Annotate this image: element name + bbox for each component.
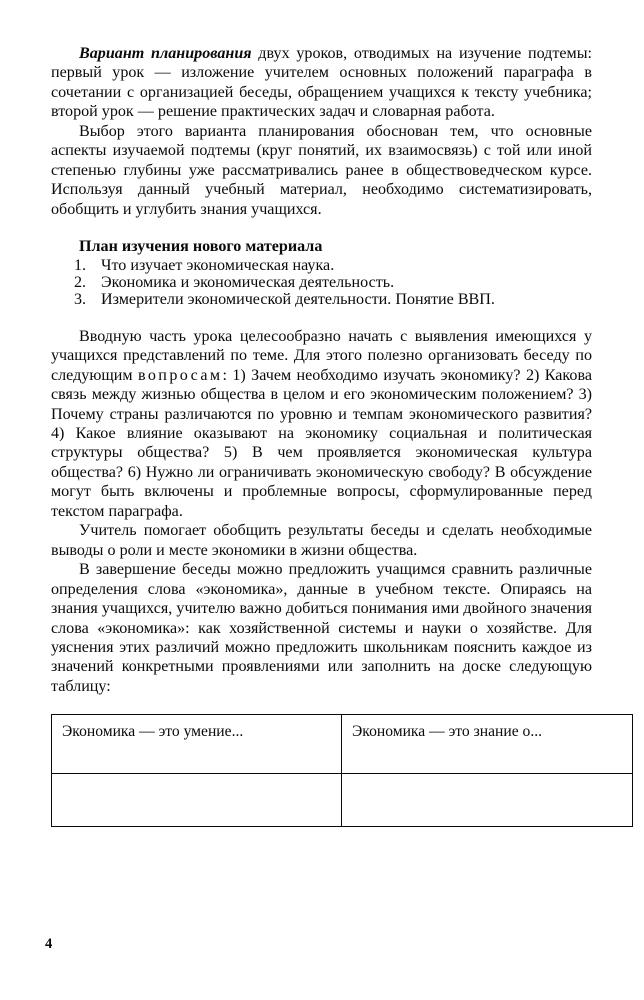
list-item-number: 3. bbox=[74, 291, 87, 309]
table-cell-knowledge-heading bbox=[342, 715, 633, 774]
spaced-emphasis-questions: вопросам bbox=[137, 366, 223, 384]
board-table bbox=[51, 714, 633, 827]
page-content bbox=[51, 44, 592, 827]
page-number: 4 bbox=[45, 936, 53, 952]
list-item-label: Измерители экономической деятельности. Понятие ВВП. bbox=[101, 291, 495, 309]
section-heading-plan: План изучения нового материала bbox=[79, 238, 323, 256]
paragraph-intro-questions-part2: : 1) Зачем необходимо изучать экономику? 2) Какова связь между жизнью общества в целом и его экономическим положением? 3) Почему страны различаются по уровню и темпам экономического развития? 4) Какое влияние оказывают на экономику социальная и политическая структуры общества? 5) В чем проявляется экономическая культура общества? 6) Нужно ли ограничивать экономическую свободу? В обсуждение могут быть включены и проблемные вопросы, сформулированные перед текстом параграфа. bbox=[51, 366, 592, 520]
table-cell-skill-heading-text: Экономика — это умение... bbox=[62, 723, 244, 741]
table-row bbox=[52, 715, 633, 774]
table-cell-knowledge-blank bbox=[342, 774, 633, 827]
paragraph-planning-variant bbox=[51, 44, 592, 122]
table-row bbox=[52, 774, 633, 827]
list-item bbox=[51, 291, 592, 308]
plan-list bbox=[51, 257, 592, 309]
paragraph-rationale: Выбор этого варианта планирования обоснован тем, что основные аспекты изучаемой подтемы (круг понятий, их взаимосвязь) с той или иной степенью глубины уже рассматривались ранее в обществоведческом курсе. Используя данный учебный материал, необходимо систематизировать, обобщить и углубить знания учащихся. bbox=[51, 122, 592, 218]
list-item-number: 2. bbox=[74, 273, 87, 291]
table-cell-knowledge-heading-text: Экономика — это знание о... bbox=[352, 723, 543, 741]
list-item bbox=[51, 274, 592, 291]
paragraph-intro-questions bbox=[51, 327, 592, 522]
list-item-number: 1. bbox=[74, 256, 87, 274]
paragraph-planning-variant-rest: двух уроков, отводимых на изучение подтемы: первый урок — изложение учителем основных положений параграфа в сочетании с организацией беседы, обращением учащихся к тексту учебника; второй урок — решение практических задач и словарная работа. bbox=[51, 45, 592, 121]
list-item bbox=[51, 257, 592, 274]
table-cell-skill-blank bbox=[52, 774, 342, 827]
list-item-label: Экономика и экономическая деятельность. bbox=[101, 273, 395, 291]
list-item-label: Что изучает экономическая наука. bbox=[101, 256, 335, 274]
table-cell-skill-heading bbox=[52, 715, 342, 774]
paragraph-definitions: В завершение беседы можно предложить учащимся сравнить различные определения слова «экономика», данные в учебном тексте. Опираясь на знания учащихся, учителю важно добиться понимания ими двойного значения слова «экономика»: как хозяйственной системы и науки о хозяйстве. Для уяснения этих различий можно предложить школьникам пояснить каждое из значений конкретными проявлениями или заполнить на доске следующую таблицу: bbox=[51, 561, 592, 695]
table-spacer bbox=[51, 696, 592, 714]
paragraph-teacher-summary: Учитель помогает обобщить результаты беседы и сделать необходимые выводы о роли и месте экономики в жизни общества. bbox=[51, 522, 592, 559]
lead-emphasis: Вариант планирования bbox=[79, 45, 252, 62]
paragraph-intro-questions-part1: Вводную часть урока целесообразно начать с выявления имеющихся у учащихся представлений по теме. Для этого полезно организовать беседу по следующим bbox=[51, 327, 592, 384]
